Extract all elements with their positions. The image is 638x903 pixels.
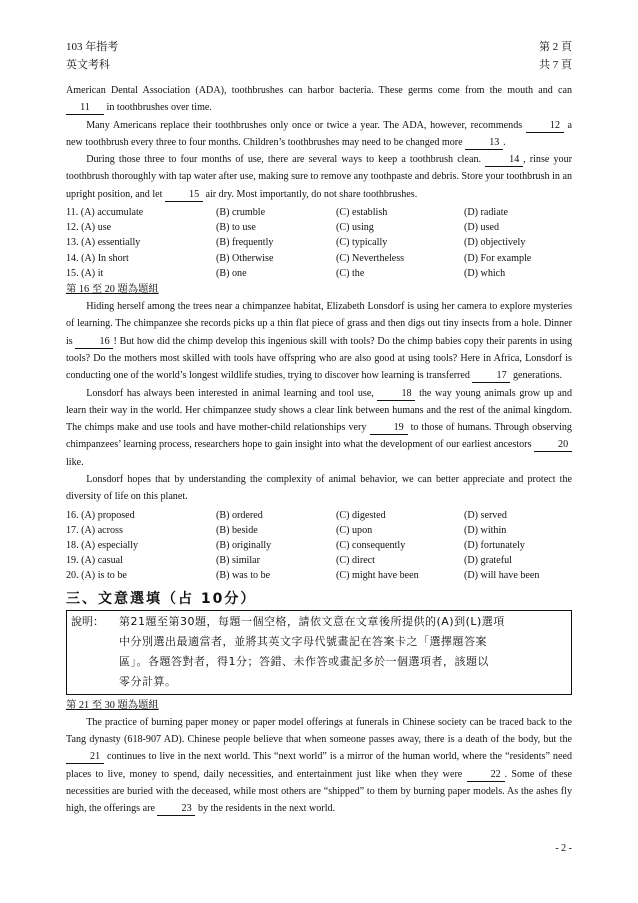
option-row: 11. (A) accumulate (B) crumble (C) establish (D) radiate	[66, 207, 508, 219]
passage2-para3: Lonsdorf hopes that by understanding the complexity of animal behavior, we can better appreciate and protect the diversity of life on this planet.	[66, 474, 572, 503]
blank-11: 11	[66, 101, 104, 115]
option-row: 17. (A) across (B) beside (C) upon (D) within	[66, 524, 507, 536]
page-header	[66, 38, 572, 74]
blank-14: 14	[485, 153, 523, 167]
instructions-line: 區」。各題答對者，得1分；答錯、未作答或畫記多於一個選項者，該題以	[119, 654, 489, 668]
option-row: 14. (A) In short (B) Otherwise (C) Nevertheless (D) For example	[66, 252, 532, 264]
option-row: 15. (A) it (B) one (C) the (D) which	[66, 267, 506, 279]
blank-13: 13	[465, 136, 503, 150]
blank-17: 17	[472, 369, 510, 383]
options-table-11-15	[66, 205, 572, 281]
blank-16: 16	[75, 335, 113, 349]
blank-23: 23	[157, 802, 195, 816]
option-row: 13. (A) essentially (B) frequently (C) typically (D) objectively	[66, 237, 526, 249]
page-number: 第 2 頁	[539, 41, 572, 53]
blank-21: 21	[66, 750, 104, 764]
instructions-line: 零分計算。	[119, 674, 177, 688]
blank-15: 15	[165, 188, 203, 202]
passage2-para2: Lonsdorf has always been interested in animal learning and tool use, 18 the way young animals grow up and learn their way in the world. Her chimpanzee study shows a clear link between humans and the rest of the animal kingdom. The chimps make and use tools and have mother-child relationships very 19 to those of humans. Through observing chimpanzees’ learning process, researchers hope to gain insight into what the development of our earliest ancestors 20 like.	[66, 387, 572, 468]
option-row: 20. (A) is to be (B) was to be (C) might have been (D) will have been	[66, 570, 540, 582]
option-row: 12. (A) use (B) to use (C) using (D) used	[66, 222, 500, 234]
page-total: 共 7 頁	[539, 59, 572, 71]
instructions-line: 中分別選出最適當者，並將其英文字母代號畫記在答案卡之「選擇題答案	[119, 634, 487, 648]
passage1-para2: Many Americans replace their toothbrushes only once or twice a year. The ADA, however, recommends 12 a new toothbrush every three to four months. Children’s toothbrushes may need to be changed more 13 .	[66, 119, 572, 148]
page-footer-number: - 2 -	[555, 843, 572, 854]
blank-20: 20	[534, 438, 572, 452]
option-row: 16. (A) proposed (B) ordered (C) digested (D) served	[66, 509, 507, 521]
blank-12: 12	[526, 119, 564, 133]
passage1-para1: American Dental Association (ADA), toothbrushes can harbor bacteria. These germs come from the mouth and can 11 in toothbrushes over time.	[66, 85, 572, 114]
passage1-para3: During those three to four months of use, there are several ways to keep a toothbrush clean. 14 , rinse your toothbrush thoroughly with tap water after use, making sure to remove any toothpaste and debris. Store your toothbrush in an upright position, and let 15 air dry. Most importantly, do not share toothbrushes.	[66, 154, 572, 200]
option-row: 19. (A) casual (B) similar (C) direct (D) grateful	[66, 555, 512, 567]
instructions-label: 說明：	[71, 614, 104, 628]
exam-subject: 英文考科	[66, 59, 110, 71]
instructions-box	[66, 610, 572, 695]
instructions-line: 第21題至第30題，每題一個空格，請依文意在文章後所提供的(A)到(L)選項	[119, 614, 505, 628]
blank-18: 18	[377, 387, 415, 401]
passage3-para1: The practice of burning paper money or paper model offerings at funerals in Chinese society can be traced back to the Tang dynasty (618-907 AD). Chinese people believe that when someone passes away, there is a death of the body, but the 21 continues to live in the next world. This “next world” is a mirror of the human world, where the “residents” need places to live, money to spend, daily necessities, and entertainment just like when they were 22 . Some of these necessities are buried with the deceased, while most others are “shipped” to them by burning paper models. As the ashes fly high, the offerings are 23 by the residents in the next world.	[66, 716, 573, 815]
options-table-16-20	[66, 508, 572, 584]
group-16-20-title: 第 16 至 20 題為題組	[66, 284, 159, 296]
blank-22: 22	[467, 768, 505, 782]
blank-19: 19	[370, 421, 408, 435]
option-row: 18. (A) especially (B) originally (C) consequently (D) fortunately	[66, 540, 525, 552]
exam-year: 103 年指考	[66, 41, 119, 53]
section-3-title: 三、文意選填（占 10分）	[66, 590, 257, 607]
exam-page	[66, 38, 572, 817]
group-21-30-title: 第 21 至 30 題為題組	[66, 699, 159, 711]
passage2-para1: Hiding herself among the trees near a chimpanzee habitat, Elizabeth Lonsdorf is using her camera to explore mysteries of learning. The chimpanzee she records picks up a thin flat piece of grass and then digs out tiny insects from a hole. Dinner is 16 ! But how did the chimp develop this ingenious skill with tools? Do the chimp babies copy their parents in using tools? Do the mothers most skilled with tools have offspring who are also good at using tools? Here in Africa, Lonsdorf is conducting one of the world’s longest wildlife studies, trying to discover how learning is transferred 17 generations.	[66, 301, 572, 382]
